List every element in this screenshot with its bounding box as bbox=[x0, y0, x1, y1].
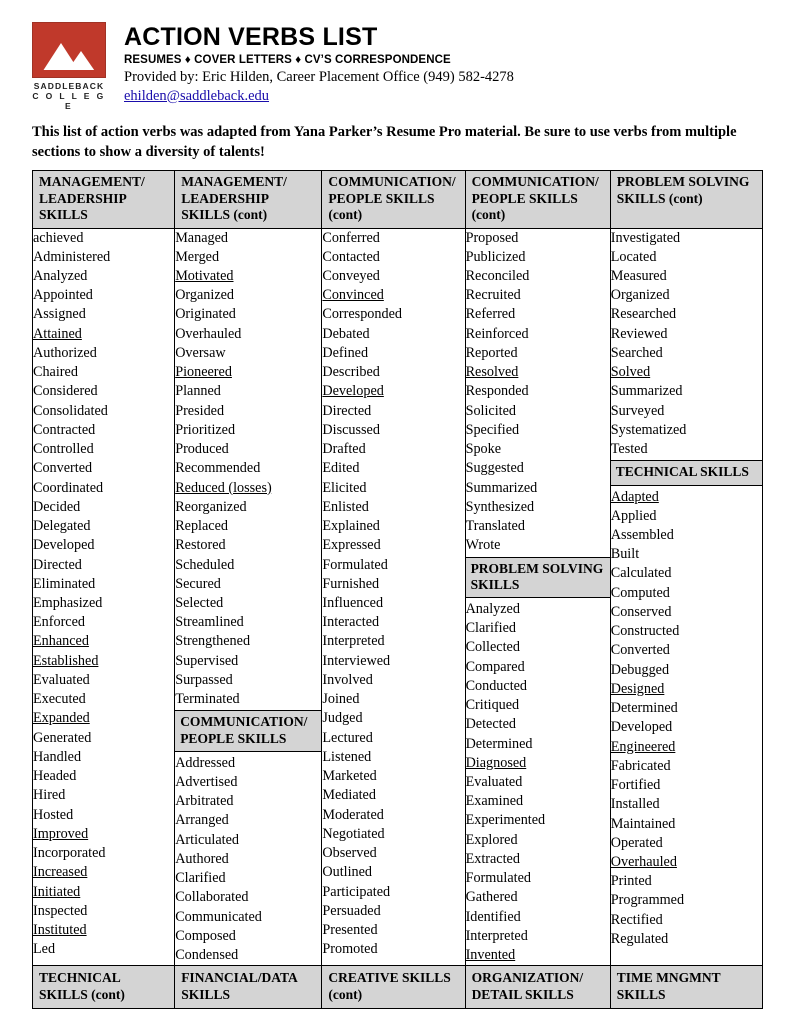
verb-item: Presented bbox=[322, 921, 378, 938]
verb-item: Calculated bbox=[610, 565, 672, 582]
verb-item: Promoted bbox=[322, 941, 378, 958]
verb-item: Converted bbox=[33, 460, 93, 477]
verb-item: Specified bbox=[465, 421, 520, 438]
verb-item: Reconciled bbox=[465, 268, 530, 284]
verb-item: Originated bbox=[175, 306, 236, 323]
verb-item: Designed bbox=[610, 680, 665, 697]
verb-item: Consolidated bbox=[33, 402, 108, 419]
verb-item: Communicated bbox=[175, 908, 262, 925]
verb-item: Initiated bbox=[33, 883, 81, 900]
verb-item: Solved bbox=[610, 364, 651, 381]
verb-item: Identified bbox=[465, 908, 521, 925]
verb-item: Contracted bbox=[33, 421, 96, 438]
verb-item: Determined bbox=[465, 735, 533, 752]
verb-column-4 bbox=[465, 228, 610, 966]
verb-item: Supervised bbox=[175, 652, 239, 669]
verb-item: Systematized bbox=[610, 421, 687, 438]
verb-item: Oversaw bbox=[175, 344, 226, 361]
verb-item: Scheduled bbox=[175, 556, 235, 573]
verb-item: Responded bbox=[465, 383, 529, 400]
verb-item: Applied bbox=[610, 507, 657, 524]
verb-item: Resolved bbox=[465, 364, 519, 381]
verb-item: Edited bbox=[322, 460, 360, 477]
verb-item: Merged bbox=[175, 248, 220, 265]
verb-item: Organized bbox=[175, 287, 235, 304]
verb-item: Reduced (losses) bbox=[175, 479, 272, 496]
verb-item: Presided bbox=[175, 402, 225, 419]
intro-paragraph: This list of action verbs was adapted from Yana Parker’s Resume Pro material. Be sure to use verbs from multiple sections to show a diversity of talents! bbox=[32, 124, 737, 160]
verb-item: Clarified bbox=[175, 870, 226, 887]
verb-item: Analyzed bbox=[465, 600, 520, 617]
verb-item: Proposed bbox=[465, 229, 519, 246]
verb-column-3 bbox=[322, 228, 465, 966]
verb-item: Secured bbox=[175, 575, 221, 592]
verb-item: Negotiated bbox=[322, 825, 385, 842]
footer-organization-detail-skills: ORGANIZATION/ DETAIL SKILLS bbox=[465, 966, 610, 1009]
header-text-block bbox=[124, 22, 761, 105]
verb-item: Explained bbox=[322, 518, 380, 535]
verb-item: Moderated bbox=[322, 806, 384, 823]
verb-item: Computed bbox=[610, 584, 670, 601]
verb-item: Evaluated bbox=[465, 774, 523, 790]
verb-item: Operated bbox=[610, 834, 663, 851]
mountain-logo-icon bbox=[32, 22, 106, 78]
verb-item: Maintained bbox=[610, 815, 676, 832]
verb-item: Convinced bbox=[322, 287, 384, 304]
verb-item: Explored bbox=[465, 831, 518, 848]
verb-item: Participated bbox=[322, 883, 391, 900]
verb-item: Conducted bbox=[465, 677, 528, 694]
verb-item: Terminated bbox=[175, 691, 240, 708]
verb-item: Invented bbox=[465, 947, 516, 964]
verb-item: Considered bbox=[33, 383, 98, 400]
verb-item: Corresponded bbox=[322, 306, 402, 323]
verb-item: Interpreted bbox=[322, 633, 385, 650]
verb-item: Outlined bbox=[322, 864, 373, 881]
verb-item: Generated bbox=[33, 729, 92, 746]
verb-item: Reorganized bbox=[175, 498, 247, 515]
verb-item: Prioritized bbox=[175, 421, 236, 438]
verb-item: Assembled bbox=[610, 527, 674, 543]
verb-item: Clarified bbox=[465, 620, 516, 637]
verb-item: Conserved bbox=[610, 603, 672, 620]
verb-item: Summarized bbox=[465, 479, 538, 496]
verb-item: Interpreted bbox=[465, 927, 528, 944]
verb-item: Built bbox=[610, 546, 640, 563]
column-header-management-leadership-cont: MANAGEMENT/ LEADERSHIP SKILLS (cont) bbox=[175, 171, 322, 228]
verb-item: Managed bbox=[175, 229, 228, 246]
verb-item: Recruited bbox=[465, 287, 521, 304]
verb-item: Overhauled bbox=[610, 853, 677, 870]
verb-item: Selected bbox=[175, 594, 224, 611]
verb-item: Appointed bbox=[33, 287, 93, 304]
column-header-problem-solving-cont: PROBLEM SOLVING SKILLS (cont) bbox=[610, 171, 762, 228]
verb-item: Observed bbox=[322, 845, 377, 862]
verb-item: Strengthened bbox=[175, 633, 251, 650]
verb-item: Delegated bbox=[33, 518, 91, 535]
verb-item: Reinforced bbox=[465, 325, 529, 342]
footer-financial-data-skills: FINANCIAL/DATA SKILLS bbox=[175, 966, 322, 1009]
verb-item: Conveyed bbox=[322, 268, 380, 284]
verb-item: Summarized bbox=[610, 383, 683, 400]
verb-item: Publicized bbox=[465, 248, 526, 265]
verb-item: Marketed bbox=[322, 768, 377, 785]
verb-item: Judged bbox=[322, 710, 363, 727]
verb-item: Developed bbox=[322, 383, 384, 400]
verb-item: Synthesized bbox=[465, 498, 535, 515]
verb-item: Printed bbox=[610, 873, 652, 890]
verb-item: Fortified bbox=[610, 777, 661, 794]
verb-item: Experimented bbox=[465, 812, 546, 829]
column-header-communication-people-cont-2: COMMUNICATION/ PEOPLE SKILLS (cont) bbox=[465, 171, 610, 228]
verb-item: Advertised bbox=[175, 774, 238, 790]
verb-item: Rectified bbox=[610, 911, 663, 928]
verb-item: Directed bbox=[322, 402, 372, 419]
verb-item: Assigned bbox=[33, 306, 86, 323]
verb-item: Addressed bbox=[175, 754, 236, 771]
verb-item: Led bbox=[33, 941, 56, 958]
verb-item: Furnished bbox=[322, 575, 380, 592]
verb-item: Analyzed bbox=[33, 268, 88, 284]
verb-item: Eliminated bbox=[33, 575, 96, 592]
action-verbs-table bbox=[32, 170, 763, 1009]
verb-item: Produced bbox=[175, 441, 229, 458]
verb-item: Regulated bbox=[610, 930, 669, 947]
verb-item: Installed bbox=[610, 796, 660, 813]
provider-line: Provided by: Eric Hilden, Career Placement Office (949) 582-4278 bbox=[124, 68, 514, 85]
verb-item: Collaborated bbox=[175, 889, 249, 906]
verb-item: Mediated bbox=[322, 787, 376, 804]
footer-time-management-skills: TIME MNGMNT SKILLS bbox=[610, 966, 762, 1009]
verb-item: Located bbox=[610, 248, 657, 265]
verb-item: Coordinated bbox=[33, 479, 104, 496]
verb-item: Surpassed bbox=[175, 671, 233, 688]
verb-item: Handled bbox=[33, 748, 82, 765]
verb-item: Authored bbox=[175, 850, 229, 867]
verb-item: Critiqued bbox=[465, 697, 520, 714]
verb-item: Described bbox=[322, 364, 380, 381]
verb-item: Expressed bbox=[322, 537, 381, 554]
document-header bbox=[0, 0, 791, 111]
verb-item: Engineered bbox=[610, 738, 676, 755]
verb-item: Elicited bbox=[322, 479, 367, 496]
verb-item: Improved bbox=[33, 825, 89, 842]
verb-item: Developed bbox=[33, 537, 95, 554]
document-subtitle: RESUMES ♦ COVER LETTERS ♦ CV’S CORRESPONDENCE bbox=[124, 53, 451, 66]
verb-item: Hired bbox=[33, 787, 66, 804]
verb-item: Involved bbox=[322, 671, 373, 688]
verb-item: Incorporated bbox=[33, 845, 106, 862]
verb-item: Overhauled bbox=[175, 325, 242, 342]
verb-item: Influenced bbox=[322, 594, 384, 611]
logo-college-name: SADDLEBACK bbox=[33, 81, 105, 91]
verb-item: Persuaded bbox=[322, 902, 381, 919]
verb-item: Streamlined bbox=[175, 614, 244, 631]
verb-item: Administered bbox=[33, 248, 111, 265]
verb-item: Increased bbox=[33, 864, 88, 881]
verb-item: Enforced bbox=[33, 614, 85, 631]
verb-item: Developed bbox=[610, 719, 673, 736]
verb-item: Attained bbox=[33, 325, 82, 342]
verb-item: Pioneered bbox=[175, 364, 232, 381]
saddleback-college-logo bbox=[32, 22, 110, 111]
verb-item: Examined bbox=[465, 793, 524, 810]
verb-item: Solicited bbox=[465, 402, 517, 419]
verb-item: Debugged bbox=[610, 661, 670, 678]
section-subheader: PROBLEM SOLVING SKILLS bbox=[465, 557, 611, 598]
section-subheader: COMMUNICATION/ PEOPLE SKILLS bbox=[174, 710, 322, 751]
verb-item: Interviewed bbox=[322, 652, 391, 669]
verb-item: Decided bbox=[33, 498, 81, 515]
verb-item: Suggested bbox=[465, 460, 524, 477]
verb-item: Replaced bbox=[175, 518, 228, 535]
verb-item: Controlled bbox=[33, 441, 94, 458]
verb-item: Collected bbox=[465, 639, 520, 656]
verb-item: Translated bbox=[465, 518, 525, 535]
verb-item: Surveyed bbox=[610, 402, 665, 419]
verb-item: Formulated bbox=[465, 870, 531, 887]
verb-column-2 bbox=[175, 228, 322, 966]
verb-item: Diagnosed bbox=[465, 754, 527, 771]
verb-item: Emphasized bbox=[33, 594, 103, 611]
verb-column-5 bbox=[610, 228, 762, 966]
verb-item: Adapted bbox=[610, 488, 659, 505]
verb-item: Evaluated bbox=[33, 671, 90, 688]
verb-item: Restored bbox=[175, 537, 226, 554]
verb-column-1 bbox=[33, 228, 175, 966]
verb-item: Joined bbox=[322, 691, 360, 708]
footer-technical-skills-cont: TECHNICAL SKILLS (cont) bbox=[33, 966, 175, 1009]
verb-item: Enhanced bbox=[33, 633, 89, 650]
verb-item: Recommended bbox=[175, 460, 261, 477]
verb-item: Discussed bbox=[322, 421, 380, 438]
verb-item: Spoke bbox=[465, 441, 502, 458]
verb-item: Chaired bbox=[33, 364, 78, 381]
verb-item: Instituted bbox=[33, 921, 87, 938]
verb-item: Referred bbox=[465, 306, 516, 323]
section-subheader: TECHNICAL SKILLS bbox=[610, 460, 763, 485]
verb-item: Programmed bbox=[610, 892, 685, 909]
verb-item: Established bbox=[33, 652, 99, 669]
email-link[interactable]: ehilden@saddleback.edu bbox=[124, 87, 270, 104]
verb-item: Investigated bbox=[610, 229, 681, 246]
verb-item: Reviewed bbox=[610, 325, 668, 342]
verb-item: Drafted bbox=[322, 441, 366, 458]
verb-item: Authorized bbox=[33, 344, 97, 361]
verb-item: Interacted bbox=[322, 614, 380, 631]
verb-item: Hosted bbox=[33, 806, 74, 823]
verb-item: Executed bbox=[33, 691, 86, 708]
page-title: ACTION VERBS LIST bbox=[124, 23, 378, 51]
verb-item: Converted bbox=[610, 642, 670, 659]
verb-item: Debated bbox=[322, 325, 370, 342]
verb-item: Measured bbox=[610, 268, 667, 284]
verb-item: Defined bbox=[322, 344, 369, 361]
table-header-row bbox=[33, 171, 763, 228]
verb-item: Conferred bbox=[322, 229, 380, 246]
verb-item: Contacted bbox=[322, 248, 380, 265]
table-body-row bbox=[33, 228, 763, 966]
verb-item: Reported bbox=[465, 344, 518, 361]
table-footer-row bbox=[33, 966, 763, 1009]
verb-item: Listened bbox=[322, 748, 372, 765]
footer-creative-skills-cont: CREATIVE SKILLS (cont) bbox=[322, 966, 465, 1009]
verb-item: Organized bbox=[610, 287, 670, 304]
verb-item: Wrote bbox=[465, 537, 501, 554]
logo-college-word: C O L L E G E bbox=[32, 91, 106, 111]
verb-item: Inspected bbox=[33, 902, 88, 919]
verb-item: Headed bbox=[33, 768, 77, 785]
verb-item: Compared bbox=[465, 658, 525, 675]
verb-item: Constructed bbox=[610, 623, 680, 640]
verb-item: Planned bbox=[175, 383, 221, 400]
verb-item: Articulated bbox=[175, 831, 240, 848]
verb-item: Composed bbox=[175, 927, 236, 944]
verb-item: achieved bbox=[33, 229, 84, 246]
verb-item: Determined bbox=[610, 700, 678, 717]
verb-item: Motivated bbox=[175, 268, 234, 284]
verb-item: Condensed bbox=[175, 947, 239, 964]
verb-item: Extracted bbox=[465, 850, 520, 867]
column-header-communication-people-cont: COMMUNICATION/ PEOPLE SKILLS (cont) bbox=[322, 171, 465, 228]
verb-item: Fabricated bbox=[610, 757, 671, 774]
verb-item: Researched bbox=[610, 306, 677, 323]
verb-item: Lectured bbox=[322, 729, 373, 746]
verb-item: Enlisted bbox=[322, 498, 369, 515]
column-header-management-leadership: MANAGEMENT/ LEADERSHIP SKILLS bbox=[33, 171, 175, 228]
verb-item: Expanded bbox=[33, 710, 90, 727]
verb-item: Detected bbox=[465, 716, 516, 733]
verb-item: Arranged bbox=[175, 812, 229, 829]
verb-item: Gathered bbox=[465, 889, 518, 906]
verb-item: Directed bbox=[33, 556, 82, 573]
verb-item: Arbitrated bbox=[175, 793, 234, 810]
verb-item: Tested bbox=[610, 441, 648, 458]
verb-item: Searched bbox=[610, 344, 663, 361]
verb-item: Formulated bbox=[322, 556, 388, 573]
